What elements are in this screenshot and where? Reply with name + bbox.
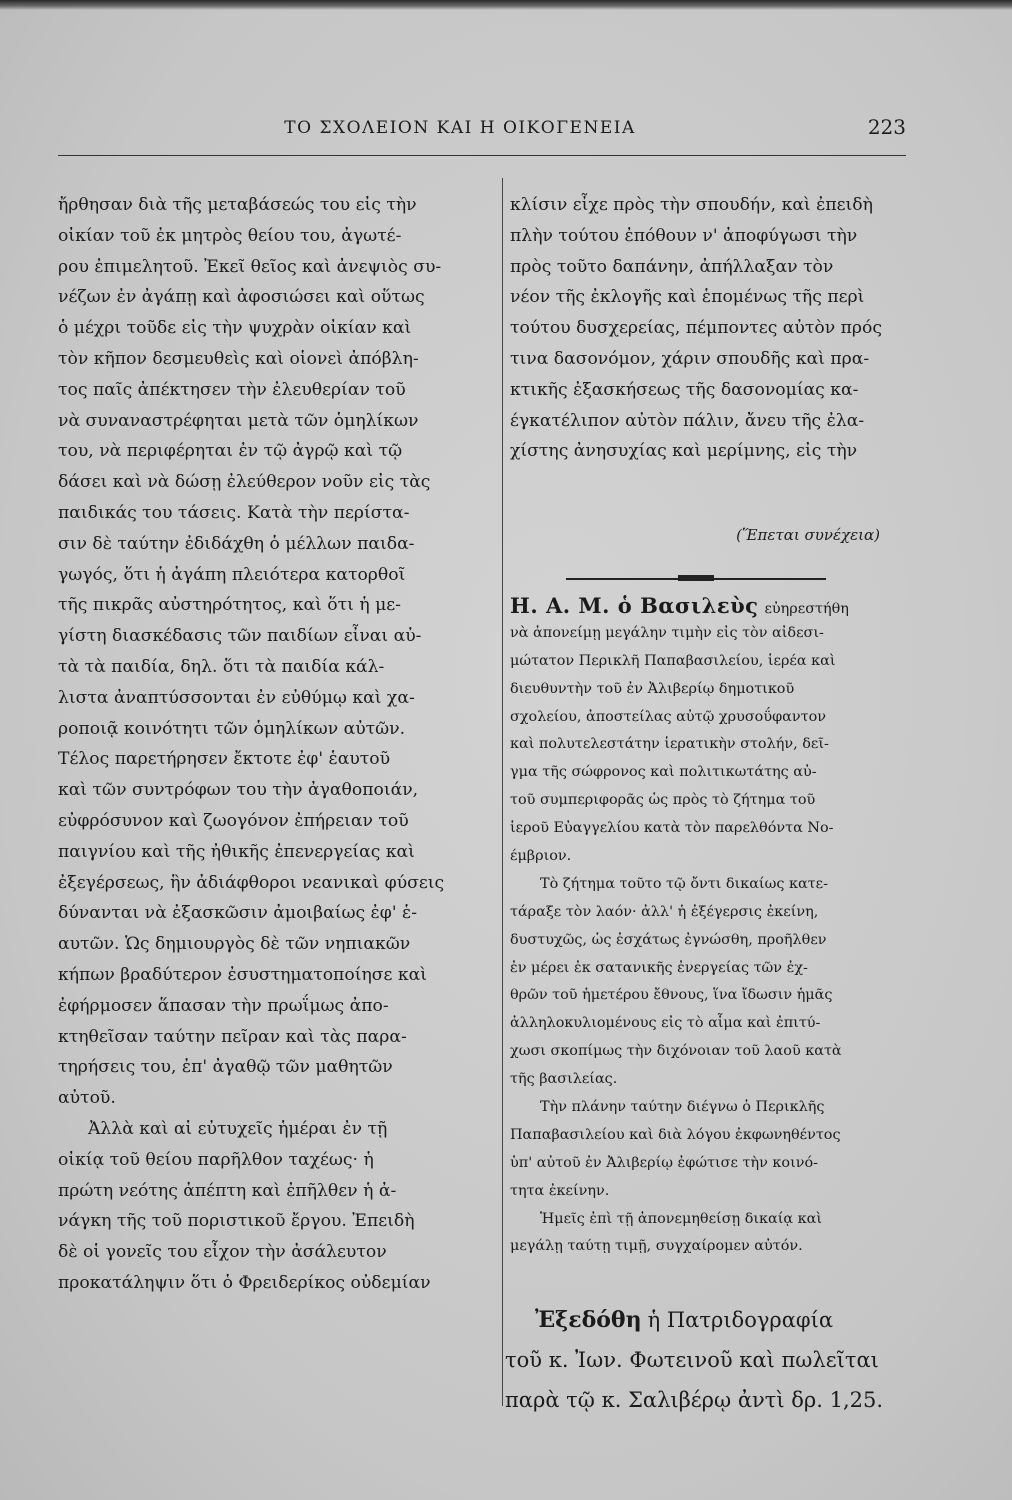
notice-line: Παπαβασιλείου καὶ διὰ λόγου ἐκφωνηθέντος	[510, 1126, 841, 1143]
right-line: κτικῆς ἐξασκήσεως τῆς δασονομίας κα-	[510, 379, 859, 400]
left-line: παιδικάς του τάσεις. Κατὰ τὴν περίστα-	[58, 502, 410, 523]
left-line: του, νὰ περιφέρηται ἐν τῷ ἀγρῷ καὶ τῷ	[58, 441, 403, 462]
left-line: λιστα ἀναπτύσσονται ἐν εὐθύμῳ καὶ χα-	[58, 687, 415, 708]
announcement-line: τοῦ κ. Ἰων. Φωτεινοῦ καὶ πωλεῖται	[505, 1348, 879, 1372]
announcement-first-line-rest: ἡ Πατριδογραφία	[647, 1308, 834, 1332]
left-line: αυτῶν. Ὡς δημιουργὸς δὲ τῶν νηπιακῶν	[58, 934, 411, 955]
left-line: ἐφήρμοσεν ἅπασαν τὴν πρωΐμως ἀπο-	[58, 995, 389, 1016]
to-be-continued-note: (Ἕπεται συνέχεια)	[736, 526, 880, 544]
notice-line: μώτατον Περικλῆ Παπαβασιλείου, ἱερέα καὶ	[510, 652, 836, 669]
right-line: χίστης ἀνησυχίας καὶ μερίμνης, εἰς τὴν	[510, 441, 858, 462]
notice-line: Ἡμεῖς ἐπὶ τῇ ἀπονεμηθείσῃ δικαίᾳ καὶ	[540, 1210, 823, 1227]
left-line: παιγνίου καὶ τῆς ἠθικῆς ἐπενεργείας καὶ	[58, 841, 415, 862]
left-line: νάγκη τῆς τοῦ ποριστικοῦ ἔργου. Ἐπειδὴ	[58, 1211, 415, 1232]
right-line: νέον τῆς ἐκλογῆς καὶ ἑπομένως τῆς περὶ	[510, 287, 865, 308]
left-line: σιν δὲ ταύτην ἐδιδάχθη ὁ μέλλων παιδα-	[58, 533, 415, 554]
left-line: νὰ συναναστρέφηται μετὰ τῶν ὁμηλίκων	[58, 410, 419, 431]
left-line: τος παῖς ἀπέκτησεν τὴν ἐλευθερίαν τοῦ	[58, 379, 406, 400]
announcement-line: παρὰ τῷ κ. Σαλιβέρῳ ἀντὶ δρ. 1,25.	[505, 1388, 884, 1412]
left-line: ρου ἐπιμελητοῦ. Ἐκεῖ θεῖος καὶ ἀνεψιὸς συ-	[58, 256, 442, 277]
notice-line: Τὸ ζήτημα τοῦτο τῷ ὄντι δικαίως κατε-	[540, 875, 828, 892]
publication-announcement	[505, 1300, 925, 1420]
left-line: οἰκίᾳ τοῦ θείου παρῆλθον ταχέως· ἡ	[58, 1149, 374, 1170]
left-line: κήπων βραδύτερον ἐσυστηματοποίησε καὶ	[58, 964, 427, 985]
notice-line: θρῶν τοῦ ἡμετέρου ἔθνους, ἵνα ἴδωσιν ἡμᾶς	[510, 987, 833, 1004]
left-line: τὰ τὰ παιδία, δηλ. ὅτι τὰ παιδία κάλ-	[58, 656, 385, 677]
notice-line: χωσι σκοπίμως τὴν διχόνοιαν τοῦ λαοῦ κατὰ	[510, 1043, 842, 1060]
right-line: πρὸς τοῦτο δαπάνην, ἀπήλλαξαν τὸν	[510, 256, 834, 277]
notice-line: μεγάλῃ ταύτῃ τιμῇ, συγχαίρομεν αὐτόν.	[510, 1238, 803, 1255]
left-line: προκατάληψιν ὅτι ὁ Φρειδερίκος οὐδεμίαν	[58, 1272, 431, 1293]
running-header-title: ΤΟ ΣΧΟΛΕΙΟΝ ΚΑΙ Η ΟΙΚΟΓΕΝΕΙΑ	[284, 118, 636, 138]
notice-line: νὰ ἀπονείμῃ μεγάλην τιμὴν εἰς τὸν αἰδεσι-	[510, 624, 824, 641]
right-line: τούτου δυσχερείας, πέμποντες αὐτὸν πρός	[510, 318, 882, 339]
notice-first-line	[510, 592, 920, 620]
notice-line: διευθυντὴν τοῦ ἐν Ἀλιβερίῳ δημοτικοῦ	[510, 680, 795, 697]
column-divider	[502, 178, 503, 1406]
left-line: αὐτοῦ.	[58, 1088, 116, 1109]
right-line: τινα δασονόμον, χάριν σπουδῆς καὶ πρα-	[510, 348, 870, 369]
left-line: Ἀλλὰ καὶ αἱ εὐτυχεῖς ἡμέραι ἐν τῇ	[88, 1118, 388, 1139]
notice-line: Τὴν πλάνην ταύτην διέγνω ὁ Περικλῆς	[540, 1099, 825, 1116]
left-line: εὐφρόσυνον καὶ ζωογόνον ἐπήρειαν τοῦ	[58, 810, 409, 831]
left-line: ὁ μέχρι τοῦδε εἰς τὴν ψυχρὰν οἰκίαν καὶ	[58, 318, 412, 339]
notice-line: έμβριον.	[510, 848, 572, 865]
notice-line: γμα τῆς σώφρονος καὶ πολιτικωτάτης αὐ-	[510, 764, 817, 781]
left-column	[58, 190, 490, 1299]
notice-line: ἱεροῦ Εὐαγγελίου κατὰ τὸν παρελθόντα Νο-	[510, 820, 834, 837]
notice-lead: Η. Α. Μ. ὁ Βασιλεὺς	[510, 593, 759, 618]
right-line: έγκατέλιπον αὐτὸν πάλιν, ἄνευ τῆς ἐλα-	[510, 410, 865, 431]
notice-line: τάραξε τὸν λαόν· ἀλλ' ἡ ἐξέγερσις ἐκείνη,	[510, 903, 819, 920]
announcement-first-line	[505, 1300, 925, 1340]
header-rule	[58, 155, 906, 156]
notice-line: ἐν μέρει ἐκ σατανικῆς ἐνεργείας τῶν ἐχ-	[510, 959, 808, 976]
notice-line: τοῦ συμπεριφορᾶς ὡς πρὸς τὸ ζήτημα τοῦ	[510, 792, 816, 809]
scan-top-edge	[0, 0, 1012, 10]
notice-line: ἀλληλοκυλιομένους εἰς τὸ αἷμα καὶ ἐπιτύ-	[510, 1015, 821, 1032]
left-line: οἰκίαν τοῦ ἐκ μητρὸς θείου του, ἀγωτέ-	[58, 225, 402, 246]
left-line: ἤρθησαν διὰ τῆς μεταβάσεώς του εἰς τὴν	[58, 195, 417, 215]
separator-ornament	[678, 575, 714, 581]
left-line: ἐξεγέρσεως, ἣν ἀδιάφθοροι νεανικαὶ φύσεις	[58, 872, 445, 893]
page-number: 223	[867, 115, 906, 139]
notice-line: σχολείου, ἀποστείλας αὐτῷ χρυσοΰφαντον	[510, 708, 826, 725]
left-line: νέζων ἐν ἀγάπῃ καὶ ἀφοσιώσει καὶ οὕτως	[58, 287, 425, 308]
left-line: τηρήσεις του, ἐπ' ἀγαθῷ τῶν μαθητῶν	[58, 1057, 393, 1078]
left-line: Τέλος παρετήρησεν ἔκτοτε ἐφ' ἑαυτοῦ	[58, 749, 391, 770]
left-line: δὲ οἱ γονεῖς του εἶχον τὴν ἀσάλευτον	[58, 1242, 387, 1263]
notice-first-line-rest: εὐηρεστήθη	[764, 601, 849, 617]
left-line: κτηθεῖσαν ταύτην πεῖραν καὶ τὰς παρα-	[58, 1026, 407, 1047]
left-line: γωγός, ὅτι ἡ ἀγάπη πλειότερα κατορθοῖ	[58, 564, 406, 585]
left-line: ροποιᾷ κοινότητι τῶν ὁμηλίκων αὐτῶν.	[58, 718, 406, 739]
announcement-lead: Ἐξεδόθη	[535, 1307, 642, 1333]
left-line: καὶ τῶν συντρόφων του τὴν ἀγαθοποιάν,	[58, 780, 419, 801]
right-line: πλὴν τούτου ἐπόθουν ν' ἀποφύγωσι τὴν	[510, 225, 858, 246]
notice-line: τῆς βασιλείας.	[510, 1071, 618, 1088]
left-line: πρώτη νεότης ἀπέπτη καὶ ἐπῆλθεν ἡ ἀ-	[58, 1180, 397, 1201]
left-line: γίστη διασκέδασις τῶν παιδίων εἶναι αὐ-	[58, 626, 422, 647]
notice-line: καὶ πολυτελεστάτην ἱερατικὴν στολήν, δεῖ-	[510, 736, 829, 753]
notice-line: τητα ἐκείνην.	[510, 1182, 610, 1199]
royal-notice	[510, 592, 920, 1261]
notice-line: ὑπ' αὐτοῦ ἐν Ἀλιβερίῳ ἐφώτισε τὴν κοινό-	[510, 1154, 819, 1171]
right-column	[510, 190, 920, 467]
left-line: τῆς πικρᾶς αὐστηρότητος, καὶ ὅτι ἡ με-	[58, 595, 401, 616]
notice-line: δυστυχῶς, ὡς ἐσχάτως ἐγνώσθη, προῆλθεν	[510, 931, 827, 948]
left-line: δύνανται νὰ ἐξασκῶσιν ἀμοιβαίως ἐφ' ἑ-	[58, 903, 418, 924]
left-line: δάσει καὶ νὰ δώσῃ ἐλεύθερον νοῦν εἰς τὰς	[58, 472, 431, 493]
left-line: τὸν κῆπον δεσμευθεὶς καὶ οἱονεὶ ἀπόβλη-	[58, 348, 419, 369]
right-line: κλίσιν εἶχε πρὸς τὴν σπουδήν, καὶ ἐπειδὴ	[510, 195, 873, 215]
